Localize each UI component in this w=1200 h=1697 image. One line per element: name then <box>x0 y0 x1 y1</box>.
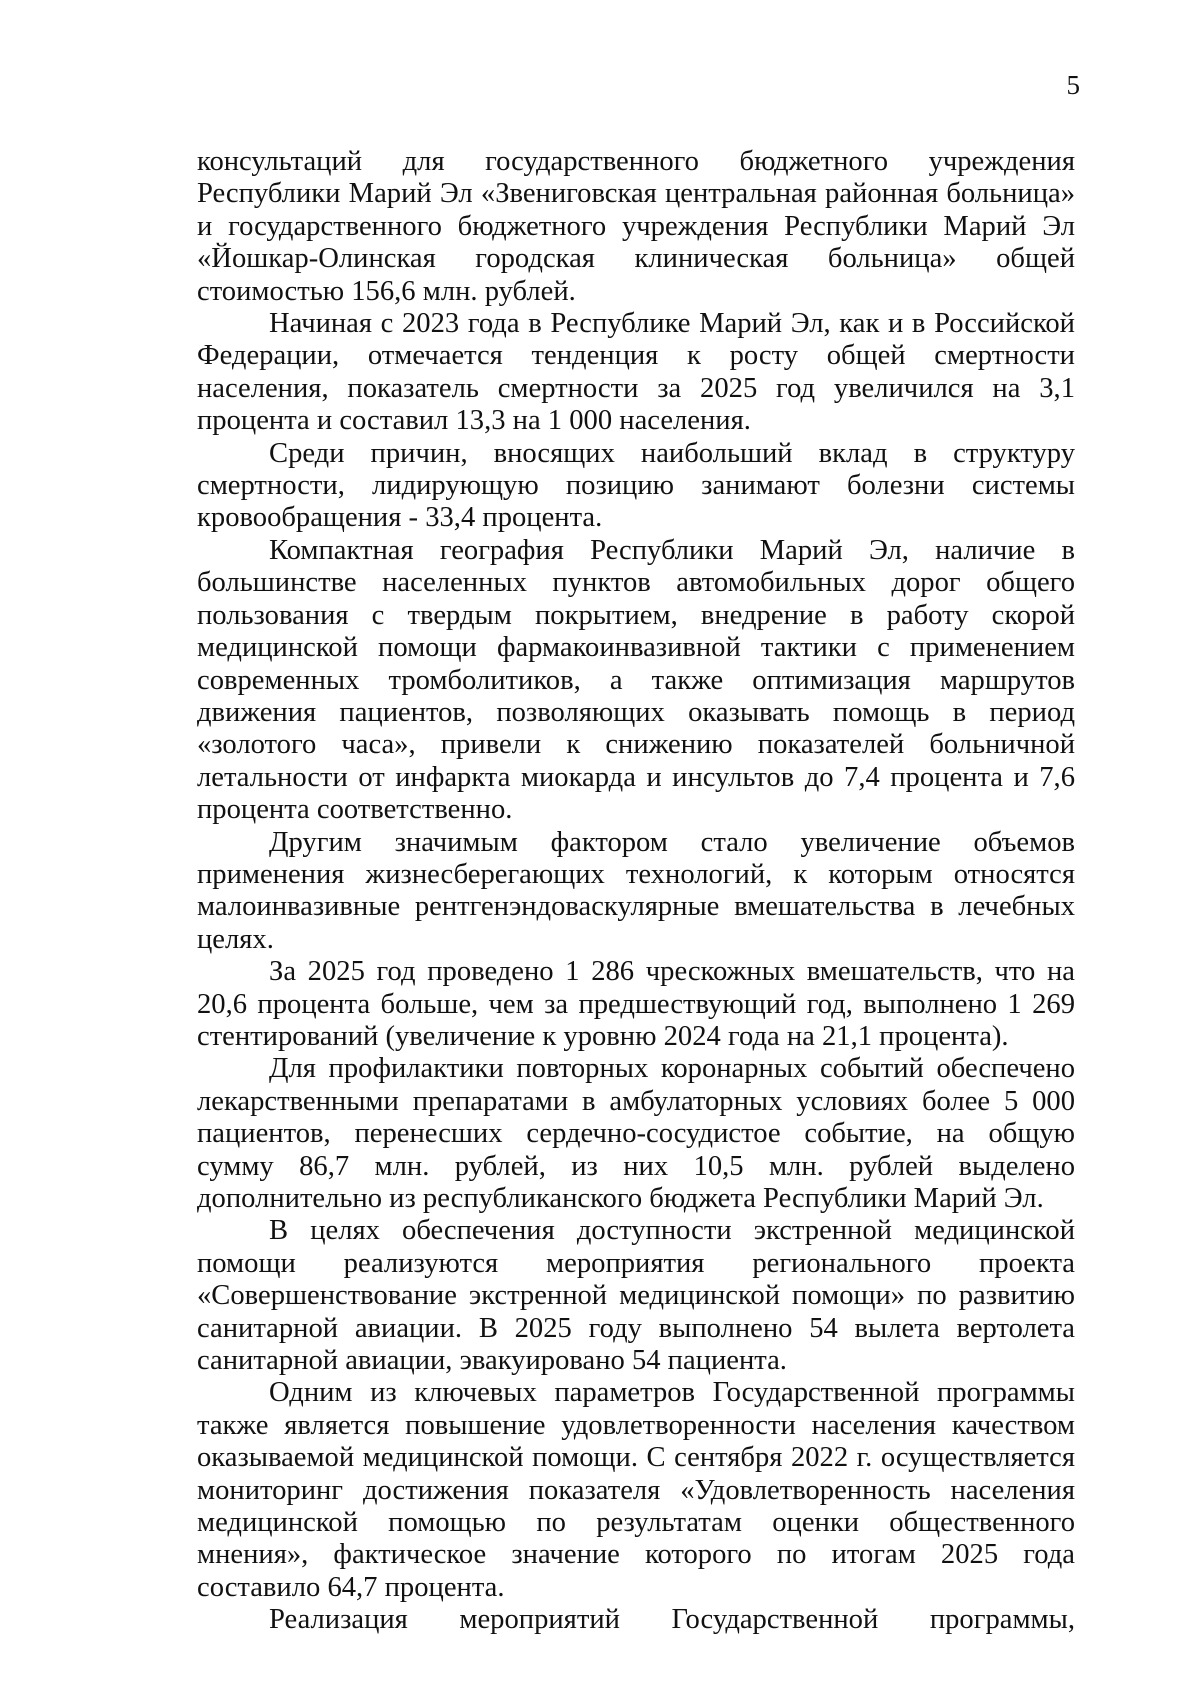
paragraph: Реализация мероприятий Государственной программы, <box>269 1604 1075 1636</box>
paragraph: Компактная география Республики Марий Эл, наличие в большинстве населенных пунктов автомобильных дорог общего пользования с твердым покрытием, внедрение в работу скорой медицинской помощи фармакоинвазивной тактики с применением современных тромболитиков, а также оптимизация маршрутов движения пациентов, позволяющих оказывать помощь в период «золотого часа», привели к снижению показателей больничной летальности от инфаркта миокарда и инсультов до 7,4 процента и 7,6 процента соответственно. <box>197 534 1075 826</box>
page-number: 5 <box>1066 70 1080 100</box>
paragraph: Для профилактики повторных коронарных событий обеспечено лекарственными препаратами в амбулаторных условиях более 5 000 пациентов, перенесших сердечно-сосудистое событие, на общую сумму 86,7 млн. рублей, из них 10,5 млн. рублей выделено дополнительно из республиканского бюджета Республики Марий Эл. <box>197 1053 1075 1214</box>
paragraph: консультаций для государственного бюджетного учреждения Республики Марий Эл «Звениговская центральная районная больница» и государственного бюджетного учреждения Республики Марий Эл «Йошкар-Олинская городская клиническая больница» общей стоимостью 156,6 млн. рублей. <box>197 146 1075 307</box>
paragraph: Другим значимым фактором стало увеличение объемов применения жизнесберегающих технологий, к которым относятся малоинвазивные рентгенэндоваскулярные вмешательства в лечебных целях. <box>197 826 1075 955</box>
paragraph: Среди причин, вносящих наибольший вклад в структуру смертности, лидирующую позицию занимают болезни системы кровообращения - 33,4 процента. <box>197 437 1075 534</box>
paragraph: За 2025 год проведено 1 286 чрескожных вмешательств, что на 20,6 процента больше, чем за предшествующий год, выполнено 1 269 стентирований (увеличение к уровню 2024 года на 21,1 процента). <box>197 956 1075 1052</box>
paragraph: Одним из ключевых параметров Государственной программы также является повышение удовлетворенности населения качеством оказываемой медицинской помощи. С сентября 2022 г. осуществляется мониторинг достижения показателя «Удовлетворенность населения медицинской помощью по результатам оценки общественного мнения», фактическое значение которого по итогам 2025 года составило 64,7 процента. <box>197 1377 1075 1603</box>
paragraph: Начиная с 2023 года в Республике Марий Эл, как и в Российской Федерации, отмечается тенденция к росту общей смертности населения, показатель смертности за 2025 год увеличился на 3,1 процента и составил 13,3 на 1 000 населения. <box>197 308 1075 437</box>
paragraph: В целях обеспечения доступности экстренной медицинской помощи реализуются мероприятия регионального проекта «Совершенствование экстренной медицинской помощи» по развитию санитарной авиации. В 2025 году выполнено 54 вылета вертолета санитарной авиации, эвакуировано 54 пациента. <box>197 1215 1075 1377</box>
document-body <box>197 146 1075 1637</box>
